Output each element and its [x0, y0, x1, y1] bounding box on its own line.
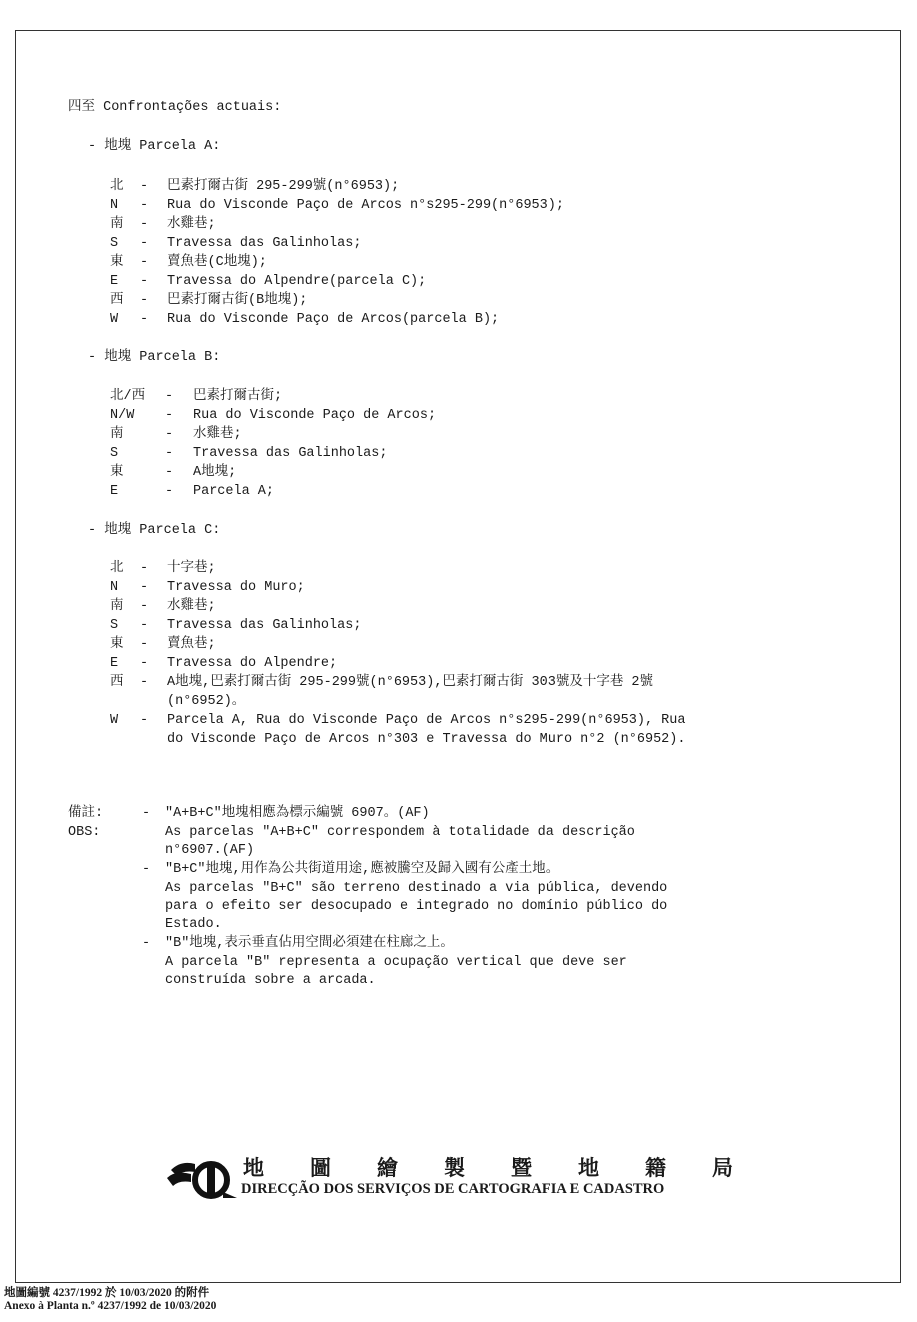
direction-key: S	[110, 236, 119, 251]
agency-name-cn-char: 圖	[310, 1155, 331, 1180]
boundary-text: Travessa das Galinholas;	[167, 236, 362, 251]
boundary-text: 水雞巷;	[167, 599, 216, 614]
direction-key: N/W	[110, 408, 135, 423]
direction-key: 北/西	[110, 389, 146, 404]
boundary-text: Rua do Visconde Paço de Arcos(parcela B);	[167, 312, 500, 327]
note-1-cn: "A+B+C"地塊相應為標示編號 6907。(AF)	[165, 806, 430, 821]
note-2-pt-line3: Estado.	[165, 917, 222, 932]
annex-footer	[4, 1287, 216, 1313]
agency-name-cn	[243, 1152, 733, 1182]
dscc-logo-icon	[165, 1156, 239, 1200]
boundary-text: Rua do Visconde Paço de Arcos;	[193, 408, 437, 423]
dash: -	[140, 274, 149, 289]
note-3-dash: -	[142, 936, 151, 951]
boundary-text: (n°6952)。	[167, 694, 246, 709]
dash: -	[165, 389, 174, 404]
boundary-text: Travessa das Galinholas;	[167, 618, 362, 633]
boundary-text: 水雞巷;	[193, 427, 242, 442]
boundary-text: 十字巷;	[167, 561, 216, 576]
dash: -	[140, 312, 149, 327]
boundary-text: A地塊,巴素打爾古街 295-299號(n°6953),巴素打爾古街 303號及十字巷 2號	[167, 675, 654, 690]
boundary-text: 巴素打爾古街 295-299號(n°6953);	[167, 179, 400, 194]
boundary-text: Travessa do Muro;	[167, 580, 305, 595]
parcel-b-title: - 地塊 Parcela B:	[88, 350, 221, 365]
dash: -	[165, 465, 174, 480]
agency-name-cn-char: 暨	[511, 1155, 532, 1180]
annex-footer-cn: 地圖編號 4237/1992 於 10/03/2020 的附件	[4, 1287, 210, 1299]
note-3-cn: "B"地塊,表示垂直佔用空間必須建在柱廊之上。	[165, 936, 454, 951]
direction-key: 北	[110, 179, 124, 194]
dash: -	[140, 656, 149, 671]
notes-label-pt: OBS:	[68, 825, 101, 840]
note-3-pt-line1: A parcela "B" representa a ocupação vertical que deve ser	[165, 955, 627, 970]
notes-label-cn: 備註:	[68, 806, 104, 821]
direction-key: 西	[110, 675, 124, 690]
dash: -	[140, 561, 149, 576]
dash: -	[140, 713, 149, 728]
note-1-pt-line1: As parcelas "A+B+C" correspondem à totalidade da descrição	[165, 825, 635, 840]
dash: -	[140, 599, 149, 614]
annex-footer-pt: Anexo à Planta n.º 4237/1992 de 10/03/2020	[4, 1300, 217, 1312]
agency-name-cn-char: 地	[578, 1155, 599, 1180]
direction-key: 南	[110, 217, 124, 232]
parcel-a-title: - 地塊 Parcela A:	[88, 139, 221, 154]
direction-key: N	[110, 198, 119, 213]
direction-key: 東	[110, 637, 124, 652]
agency-name-cn-char: 籍	[645, 1155, 666, 1180]
agency-name-cn-char: 繪	[377, 1155, 398, 1180]
direction-key: W	[110, 713, 119, 728]
dash: -	[140, 580, 149, 595]
agency-logo-block	[165, 1152, 735, 1202]
direction-key: 北	[110, 561, 124, 576]
dash: -	[140, 198, 149, 213]
note-2-pt-line2: para o efeito ser desocupado e integrado no domínio público do	[165, 899, 668, 914]
direction-key: 南	[110, 427, 124, 442]
dash: -	[140, 675, 149, 690]
note-2-cn: "B+C"地塊,用作為公共街道用途,應被騰空及歸入國有公產土地。	[165, 862, 560, 877]
direction-key: 東	[110, 465, 124, 480]
direction-key: 南	[110, 599, 124, 614]
dash: -	[140, 236, 149, 251]
dash: -	[140, 179, 149, 194]
note-2-dash: -	[142, 862, 151, 877]
boundary-text: 巴素打爾古街(B地塊);	[167, 293, 308, 308]
boundary-text: 水雞巷;	[167, 217, 216, 232]
direction-key: 東	[110, 255, 124, 270]
boundary-text: Parcela A, Rua do Visconde Paço de Arcos n°s295-299(n°6953), Rua	[167, 713, 686, 728]
direction-key: S	[110, 618, 119, 633]
dash: -	[165, 446, 174, 461]
boundary-text: 賣魚巷(C地塊);	[167, 255, 267, 270]
dash: -	[165, 427, 174, 442]
dash: -	[140, 618, 149, 633]
boundary-text: do Visconde Paço de Arcos n°303 e Travessa do Muro n°2 (n°6952).	[167, 732, 686, 747]
boundary-text: 賣魚巷;	[167, 637, 216, 652]
parcel-c-title: - 地塊 Parcela C:	[88, 523, 221, 538]
note-2-pt-line1: As parcelas "B+C" são terreno destinado a via pública, devendo	[165, 881, 668, 896]
note-1-pt-line2: n°6907.(AF)	[165, 843, 255, 858]
agency-name-cn-char: 製	[444, 1155, 465, 1180]
boundary-text: Travessa do Alpendre;	[167, 656, 338, 671]
agency-name-cn-char: 局	[712, 1155, 733, 1180]
dash: -	[140, 637, 149, 652]
direction-key: E	[110, 274, 119, 289]
dash: -	[165, 408, 174, 423]
agency-name-pt: DIRECÇÃO DOS SERVIÇOS DE CARTOGRAFIA E CADASTRO	[241, 1181, 665, 1197]
agency-name-cn-char: 地	[243, 1155, 264, 1180]
boundary-text: Travessa das Galinholas;	[193, 446, 388, 461]
direction-key: W	[110, 312, 119, 327]
dash: -	[140, 293, 149, 308]
boundary-text: 巴素打爾古街;	[193, 389, 283, 404]
note-3-pt-line2: construída sobre a arcada.	[165, 973, 376, 988]
note-1-dash: -	[142, 806, 151, 821]
confrontations-heading: 四至 Confrontações actuais:	[68, 100, 282, 115]
direction-key: E	[110, 656, 119, 671]
dash: -	[140, 217, 149, 232]
direction-key: 西	[110, 293, 124, 308]
direction-key: N	[110, 580, 119, 595]
direction-key: S	[110, 446, 119, 461]
boundary-text: Rua do Visconde Paço de Arcos n°s295-299(n°6953);	[167, 198, 564, 213]
boundary-text: Parcela A;	[193, 484, 275, 499]
direction-key: E	[110, 484, 119, 499]
dash: -	[140, 255, 149, 270]
boundary-text: A地塊;	[193, 465, 237, 480]
dash: -	[165, 484, 174, 499]
boundary-text: Travessa do Alpendre(parcela C);	[167, 274, 427, 289]
